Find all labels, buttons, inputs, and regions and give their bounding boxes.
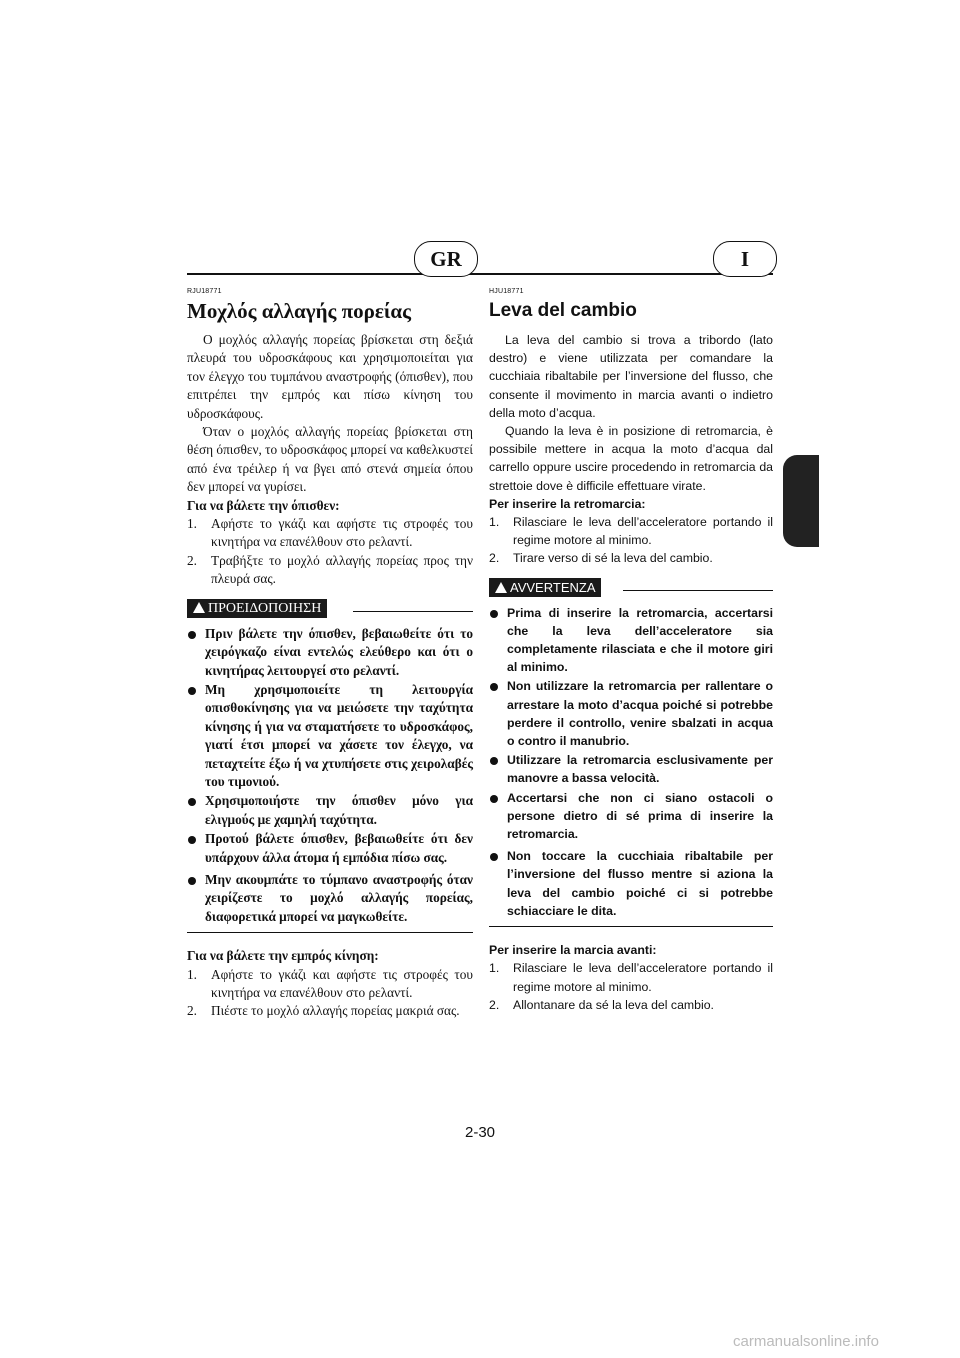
chapter-tab [783,455,819,547]
warning-label [187,599,327,618]
step-number: 2. [187,552,197,568]
warning-header [187,599,473,619]
step-text: Πιέστε το μοχλό αλλαγής πορείας μακριά σας. [211,1003,460,1019]
bullet-icon [188,631,196,639]
warning-label-text: AVVERTENZA [510,579,596,595]
reverse-heading: Per inserire la retromarcia: [489,496,646,511]
step-text: Τραβήξτε το μοχλό αλλαγής πορείας προς την πλευρά σας. [211,552,473,587]
watermark[interactable]: carmanualsonline.info [733,1333,879,1350]
step [489,549,773,567]
warning-text: Non utilizzare la retromarcia per rallentare o arrestare la moto d’acqua poiché si potrebbe perdere il controllo, venire sbalzati in acqua o contro il manubrio. [507,679,773,749]
bullet-icon [490,610,498,618]
bullet-icon [490,795,498,803]
greek-column [187,287,473,1021]
warning-item [489,604,773,677]
step-text: Rilasciare le leva dell’acceleratore portando il regime motore al minimo. [513,515,773,548]
step-number: 1. [187,516,197,532]
step-number: 1. [489,961,500,976]
step-text: Tirare verso di sé la leva del cambio. [513,551,713,566]
step [187,966,473,1003]
warning-item [187,792,473,829]
warning-label [489,578,601,597]
step [187,552,473,589]
warning-text: Προτού βάλετε όπισθεν, βεβαιωθείτε ότι δεν υπάρχουν άλλα άτομα ή εμπόδια πίσω σας. [205,831,473,865]
warning-rule [353,611,473,612]
warning-icon [193,602,205,613]
warning-text: Prima di inserire la retromarcia, accertarsi che la leva dell’acceleratore sia completamente rilasciata e che il motore giri al minimo. [507,605,773,675]
reverse-paragraph: Quando la leva è in posizione di retromarcia, è possibile mettere in acqua la moto d’acqua dal carrello oppure uscire procedendo in retromarcia da strettoie dove è difficile effettuare virate. [489,424,773,493]
intro-paragraph: Ο μοχλός αλλαγής πορείας βρίσκεται στη δεξιά πλευρά του υδροσκάφους και χρησιμοποιείται για τον έλεγχο του τυμπάνου αναστροφής (όπισθεν), που επιτρέπει την εμπρός και πίσω κίνηση του υδροσκάφους. [187,332,473,421]
warning-text: Μην ακουμπάτε το τύμπανο αναστροφής όταν χειρίζεστε το μοχλό αλλαγής πορείας, διαφορετικά μπορεί να μαγκωθείτε. [205,871,473,924]
bullet-icon [188,877,196,885]
step-text: Allontanare da sé la leva del cambio. [513,997,714,1012]
step [489,959,773,995]
warning-label-text: ΠΡΟΕΙΔΟΠΟΙΗΣΗ [208,600,322,616]
page-number: 2-30 [464,1124,496,1141]
bullet-icon [188,687,196,695]
section-code: RJU18771 [187,288,222,295]
bullet-icon [188,836,196,844]
section-title: Leva del cambio [489,300,637,321]
forward-heading: Για να βάλετε την εμπρός κίνηση: [187,948,379,964]
warning-item [489,677,773,750]
italian-column [489,287,773,1014]
step [489,513,773,549]
reverse-heading: Για να βάλετε την όπισθεν: [187,497,340,513]
warning-header [489,578,773,598]
warning-text: Χρησιμοποιήστε την όπισθεν μόνο για ελιγμούς με χαμηλή ταχύτητα. [205,793,473,827]
warning-text: Πριν βάλετε την όπισθεν, βεβαιωθείτε ότι το χειρόγκαζο είναι εντελώς ελεύθερο και ότι ο κινητήρας λειτουργεί στο ρελαντί. [205,625,473,678]
language-badge-gr: GR [414,241,478,277]
warning-item [187,625,473,680]
step-text: Αφήστε το γκάζι και αφήστε τις στροφές του κινητήρα να επανέλθουν στο ρελαντί. [211,966,473,1000]
step-text: Rilasciare le leva dell’acceleratore portando il regime motore al minimo. [513,961,773,994]
section-code: HJU18771 [489,288,524,295]
reverse-paragraph: Όταν ο μοχλός αλλαγής πορείας βρίσκεται στη θέση όπισθεν, το υδροσκάφος μπορεί να καθελκυστεί από ένα τρέιλερ ή να βγει από στενά σημεία όπου δεν μπορεί να γυρίσει. [187,424,473,495]
step-number: 2. [489,551,500,566]
step-number: 1. [489,515,500,530]
warning-text: Non toccare la cucchiaia ribaltabile per l’inversione del flusso mentre si aziona la leva del cambio poiché ci si potrebbe schiacciare le dita. [507,849,773,918]
warning-item [187,681,473,791]
language-badge-i: I [713,241,777,277]
header-rule [187,273,773,275]
step-text: Αφήστε το γκάζι και αφήστε τις στροφές του κινητήρα να επανέλθουν στο ρελαντί. [211,516,473,550]
bullet-icon [490,853,498,861]
warning-item [489,751,773,787]
step [187,515,473,552]
warning-item [187,871,473,933]
step-number: 2. [489,997,500,1012]
step-number: 2. [187,1003,197,1019]
warning-text: Accertarsi che non ci siano ostacoli o persone dietro di sé prima di inserire la retromarcia. [507,790,773,842]
warning-item [187,830,473,867]
warning-text: Utilizzare la retromarcia esclusivamente per manovre a bassa velocità. [507,753,773,786]
intro-paragraph: La leva del cambio si trova a tribordo (lato destro) e viene utilizzata per comandare la cucchiaia ribaltabile per l’inversione del flusso, che consente il movimento in marcia avanti o indietro della moto d’acqua. [489,333,773,420]
warning-text: Μη χρησιμοποιείτε τη λειτουργία οπισθοκίνησης για να μειώσετε την ταχύτητα κίνησης ή για να σταματήσετε το υδροσκάφος, γιατί έτσι μπορεί να χάσετε τον έλεγχο, να πεταχτείτε έξω ή να χτυπήσετε στις χειρολαβές του τιμονιού. [205,681,473,789]
forward-heading: Per inserire la marcia avanti: [489,943,657,958]
step-number: 1. [187,966,197,982]
warning-icon [495,582,507,593]
warning-item [489,847,773,927]
bullet-icon [490,757,498,765]
step [187,1002,473,1020]
section-title: Μοχλός αλλαγής πορείας [187,299,411,323]
bullet-icon [188,798,196,806]
step [489,996,773,1014]
warning-item [489,789,773,844]
bullet-icon [490,683,498,691]
warning-rule [623,590,773,591]
